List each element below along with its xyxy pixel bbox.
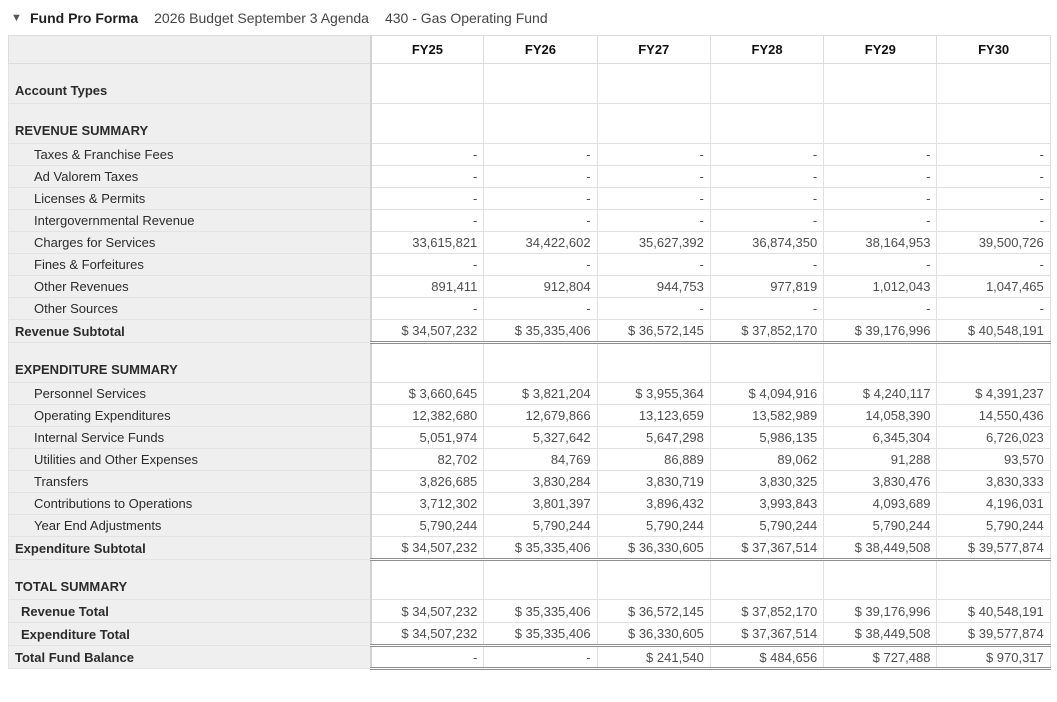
row-label: Operating Expenditures <box>9 405 371 427</box>
cell-fy25 <box>371 560 484 600</box>
table-row <box>9 276 1051 298</box>
column-header-fy28: FY28 <box>710 36 823 64</box>
table-row <box>9 646 1051 669</box>
cell-fy28: - <box>710 298 823 320</box>
cell-fy29: $ 39,176,996 <box>824 600 937 623</box>
cell-fy25: 3,826,685 <box>371 471 484 493</box>
cell-fy27: 35,627,392 <box>597 232 710 254</box>
cell-fy25: $ 34,507,232 <box>371 600 484 623</box>
cell-fy27: 944,753 <box>597 276 710 298</box>
table-row <box>9 232 1051 254</box>
cell-fy26: - <box>484 210 597 232</box>
column-header-blank <box>9 36 371 64</box>
table-row <box>9 623 1051 646</box>
table-row <box>9 515 1051 537</box>
cell-fy30: 1,047,465 <box>937 276 1050 298</box>
cell-fy28: $ 37,367,514 <box>710 623 823 646</box>
pro-forma-table <box>8 35 1051 670</box>
report-header <box>0 0 1057 35</box>
cell-fy26: 5,327,642 <box>484 427 597 449</box>
cell-fy29 <box>824 104 937 144</box>
cell-fy26: - <box>484 298 597 320</box>
table-row <box>9 210 1051 232</box>
cell-fy27: - <box>597 144 710 166</box>
cell-fy25: - <box>371 188 484 210</box>
table-row <box>9 343 1051 383</box>
cell-fy29: 14,058,390 <box>824 405 937 427</box>
row-label: Taxes & Franchise Fees <box>9 144 371 166</box>
cell-fy26 <box>484 560 597 600</box>
cell-fy28: - <box>710 254 823 276</box>
cell-fy27: - <box>597 298 710 320</box>
cell-fy27: - <box>597 166 710 188</box>
cell-fy29: $ 38,449,508 <box>824 623 937 646</box>
cell-fy25: 891,411 <box>371 276 484 298</box>
cell-fy28: $ 37,852,170 <box>710 600 823 623</box>
cell-fy27 <box>597 560 710 600</box>
row-label: Revenue Total <box>9 600 371 623</box>
cell-fy30: $ 40,548,191 <box>937 320 1050 343</box>
row-label: Utilities and Other Expenses <box>9 449 371 471</box>
fund-name: 430 - Gas Operating Fund <box>384 10 548 26</box>
cell-fy28 <box>710 64 823 104</box>
cell-fy30: - <box>937 254 1050 276</box>
cell-fy30: 6,726,023 <box>937 427 1050 449</box>
row-label: Other Revenues <box>9 276 371 298</box>
row-label: Total Fund Balance <box>9 646 371 669</box>
cell-fy27: - <box>597 210 710 232</box>
cell-fy30: - <box>937 166 1050 188</box>
cell-fy25: - <box>371 210 484 232</box>
cell-fy26: $ 35,335,406 <box>484 600 597 623</box>
column-header-fy26: FY26 <box>484 36 597 64</box>
cell-fy27: 86,889 <box>597 449 710 471</box>
cell-fy29: 3,830,476 <box>824 471 937 493</box>
cell-fy28: 977,819 <box>710 276 823 298</box>
cell-fy29: $ 4,240,117 <box>824 383 937 405</box>
cell-fy28: $ 37,367,514 <box>710 537 823 560</box>
cell-fy25: - <box>371 298 484 320</box>
row-label: Expenditure Subtotal <box>9 537 371 560</box>
cell-fy30 <box>937 104 1050 144</box>
row-label: REVENUE SUMMARY <box>9 104 371 144</box>
cell-fy30 <box>937 560 1050 600</box>
cell-fy27: $ 241,540 <box>597 646 710 669</box>
column-header-fy27: FY27 <box>597 36 710 64</box>
cell-fy30: $ 970,317 <box>937 646 1050 669</box>
report-title: Fund Pro Forma <box>30 10 139 26</box>
row-label: Revenue Subtotal <box>9 320 371 343</box>
cell-fy29: - <box>824 254 937 276</box>
row-label: Fines & Forfeitures <box>9 254 371 276</box>
row-label: Internal Service Funds <box>9 427 371 449</box>
cell-fy30: 3,830,333 <box>937 471 1050 493</box>
cell-fy25: - <box>371 646 484 669</box>
cell-fy30: $ 4,391,237 <box>937 383 1050 405</box>
cell-fy25: 12,382,680 <box>371 405 484 427</box>
cell-fy27: - <box>597 188 710 210</box>
column-header-row <box>9 36 1051 64</box>
row-label: Expenditure Total <box>9 623 371 646</box>
cell-fy29: 38,164,953 <box>824 232 937 254</box>
table-row <box>9 427 1051 449</box>
cell-fy30: - <box>937 188 1050 210</box>
cell-fy30: - <box>937 298 1050 320</box>
column-header-fy25: FY25 <box>371 36 484 64</box>
cell-fy29: $ 727,488 <box>824 646 937 669</box>
cell-fy27: $ 3,955,364 <box>597 383 710 405</box>
cell-fy27: - <box>597 254 710 276</box>
cell-fy26: $ 35,335,406 <box>484 623 597 646</box>
cell-fy26: - <box>484 646 597 669</box>
cell-fy27 <box>597 64 710 104</box>
cell-fy29: - <box>824 144 937 166</box>
cell-fy29: 4,093,689 <box>824 493 937 515</box>
cell-fy28: 5,986,135 <box>710 427 823 449</box>
table-row <box>9 383 1051 405</box>
cell-fy29 <box>824 560 937 600</box>
row-label: Ad Valorem Taxes <box>9 166 371 188</box>
cell-fy28 <box>710 104 823 144</box>
cell-fy29 <box>824 343 937 383</box>
cell-fy25 <box>371 64 484 104</box>
table-head <box>9 36 1051 64</box>
table-row <box>9 537 1051 560</box>
cell-fy28: - <box>710 210 823 232</box>
cell-fy30: $ 39,577,874 <box>937 623 1050 646</box>
cell-fy29: 91,288 <box>824 449 937 471</box>
cell-fy30: 14,550,436 <box>937 405 1050 427</box>
column-header-fy29: FY29 <box>824 36 937 64</box>
cell-fy25 <box>371 104 484 144</box>
cell-fy26: $ 35,335,406 <box>484 537 597 560</box>
cell-fy27: 3,830,719 <box>597 471 710 493</box>
cell-fy28: 5,790,244 <box>710 515 823 537</box>
table-row <box>9 104 1051 144</box>
budget-name: 2026 Budget September 3 Agenda <box>154 10 369 26</box>
cell-fy28: - <box>710 166 823 188</box>
row-label: TOTAL SUMMARY <box>9 560 371 600</box>
cell-fy28: $ 4,094,916 <box>710 383 823 405</box>
row-label: Other Sources <box>9 298 371 320</box>
cell-fy27 <box>597 104 710 144</box>
cell-fy27 <box>597 343 710 383</box>
cell-fy30: - <box>937 144 1050 166</box>
table-row <box>9 405 1051 427</box>
cell-fy30: 5,790,244 <box>937 515 1050 537</box>
cell-fy25: - <box>371 144 484 166</box>
cell-fy29 <box>824 64 937 104</box>
row-label: Contributions to Operations <box>9 493 371 515</box>
cell-fy28: 36,874,350 <box>710 232 823 254</box>
cell-fy26: - <box>484 254 597 276</box>
cell-fy26: 5,790,244 <box>484 515 597 537</box>
cell-fy26: 34,422,602 <box>484 232 597 254</box>
table-row <box>9 560 1051 600</box>
table-row <box>9 64 1051 104</box>
cell-fy27: 5,790,244 <box>597 515 710 537</box>
cell-fy29: - <box>824 166 937 188</box>
cell-fy29: 5,790,244 <box>824 515 937 537</box>
table-row <box>9 493 1051 515</box>
cell-fy30: 39,500,726 <box>937 232 1050 254</box>
row-label: Personnel Services <box>9 383 371 405</box>
cell-fy27: $ 36,330,605 <box>597 623 710 646</box>
cell-fy30: - <box>937 210 1050 232</box>
row-label: Account Types <box>9 64 371 104</box>
row-label: Intergovernmental Revenue <box>9 210 371 232</box>
cell-fy26: - <box>484 144 597 166</box>
row-label: Year End Adjustments <box>9 515 371 537</box>
cell-fy26: 3,801,397 <box>484 493 597 515</box>
row-label: Transfers <box>9 471 371 493</box>
cell-fy28: - <box>710 188 823 210</box>
cell-fy27: $ 36,572,145 <box>597 320 710 343</box>
cell-fy29: - <box>824 298 937 320</box>
cell-fy25 <box>371 343 484 383</box>
cell-fy26: 912,804 <box>484 276 597 298</box>
cell-fy26 <box>484 343 597 383</box>
cell-fy25: 5,051,974 <box>371 427 484 449</box>
cell-fy25: 82,702 <box>371 449 484 471</box>
cell-fy26: - <box>484 166 597 188</box>
cell-fy28: 13,582,989 <box>710 405 823 427</box>
cell-fy28: $ 37,852,170 <box>710 320 823 343</box>
cell-fy25: $ 3,660,645 <box>371 383 484 405</box>
cell-fy25: $ 34,507,232 <box>371 320 484 343</box>
table-row <box>9 166 1051 188</box>
cell-fy25: $ 34,507,232 <box>371 537 484 560</box>
cell-fy26: 3,830,284 <box>484 471 597 493</box>
cell-fy27: $ 36,572,145 <box>597 600 710 623</box>
cell-fy26: $ 35,335,406 <box>484 320 597 343</box>
row-label: Licenses & Permits <box>9 188 371 210</box>
column-header-fy30: FY30 <box>937 36 1050 64</box>
cell-fy25: - <box>371 166 484 188</box>
cell-fy29: - <box>824 210 937 232</box>
cell-fy28 <box>710 343 823 383</box>
row-label: EXPENDITURE SUMMARY <box>9 343 371 383</box>
cell-fy25: 5,790,244 <box>371 515 484 537</box>
cell-fy26 <box>484 104 597 144</box>
table-body <box>9 64 1051 669</box>
cell-fy27: 13,123,659 <box>597 405 710 427</box>
cell-fy27: 3,896,432 <box>597 493 710 515</box>
cell-fy29: - <box>824 188 937 210</box>
cell-fy25: 33,615,821 <box>371 232 484 254</box>
cell-fy30: 4,196,031 <box>937 493 1050 515</box>
table-row <box>9 144 1051 166</box>
cell-fy26: 12,679,866 <box>484 405 597 427</box>
table-row <box>9 449 1051 471</box>
row-label: Charges for Services <box>9 232 371 254</box>
cell-fy29: 1,012,043 <box>824 276 937 298</box>
cell-fy25: 3,712,302 <box>371 493 484 515</box>
cell-fy27: $ 36,330,605 <box>597 537 710 560</box>
cell-fy29: $ 39,176,996 <box>824 320 937 343</box>
cell-fy26 <box>484 64 597 104</box>
collapse-caret-icon[interactable]: ▼ <box>11 12 22 24</box>
cell-fy28: 3,830,325 <box>710 471 823 493</box>
table-row <box>9 471 1051 493</box>
cell-fy29: 6,345,304 <box>824 427 937 449</box>
cell-fy30 <box>937 343 1050 383</box>
cell-fy28: $ 484,656 <box>710 646 823 669</box>
table-row <box>9 600 1051 623</box>
cell-fy28 <box>710 560 823 600</box>
cell-fy26: $ 3,821,204 <box>484 383 597 405</box>
table-row <box>9 298 1051 320</box>
cell-fy28: 3,993,843 <box>710 493 823 515</box>
cell-fy30: $ 40,548,191 <box>937 600 1050 623</box>
table-row <box>9 254 1051 276</box>
cell-fy29: $ 38,449,508 <box>824 537 937 560</box>
cell-fy25: $ 34,507,232 <box>371 623 484 646</box>
cell-fy26: - <box>484 188 597 210</box>
cell-fy28: - <box>710 144 823 166</box>
cell-fy30: $ 39,577,874 <box>937 537 1050 560</box>
cell-fy27: 5,647,298 <box>597 427 710 449</box>
table-row <box>9 188 1051 210</box>
cell-fy30 <box>937 64 1050 104</box>
cell-fy25: - <box>371 254 484 276</box>
cell-fy28: 89,062 <box>710 449 823 471</box>
cell-fy30: 93,570 <box>937 449 1050 471</box>
table-row <box>9 320 1051 343</box>
cell-fy26: 84,769 <box>484 449 597 471</box>
